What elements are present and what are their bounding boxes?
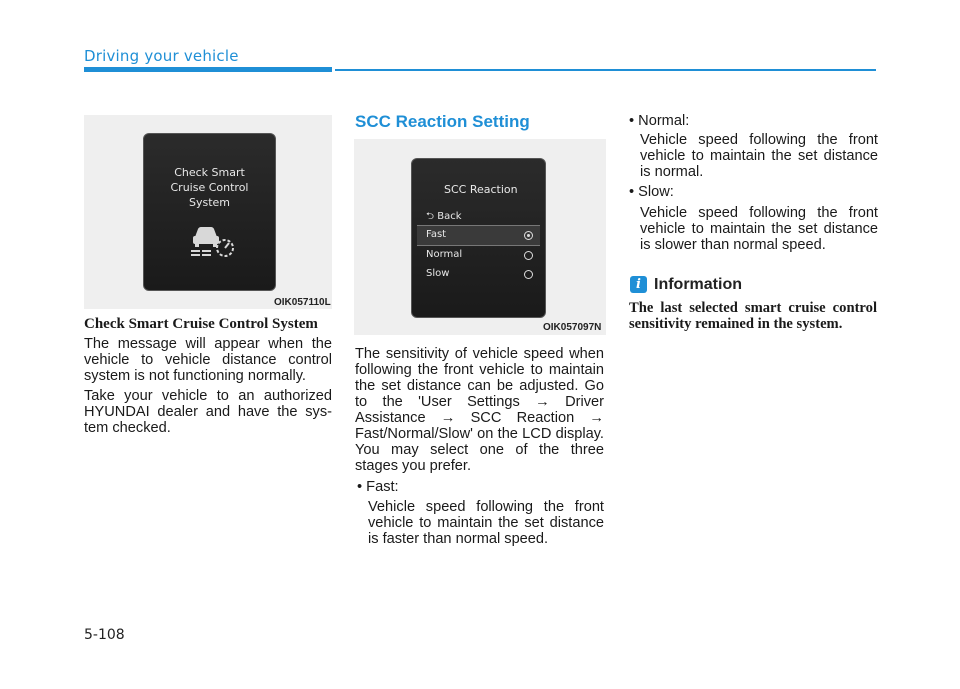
lcd-menu-title: SCC Reaction [444,183,518,196]
header-rule-thick [84,67,332,72]
section-title: Driving your vehicle [84,47,239,65]
bullet-slow-label: Slow: [638,184,674,200]
lcd-display-scc-menu [411,158,546,318]
figure-code-left: OIK057110L [274,297,331,308]
info-text: The last selected smart cruise control sensitivity remained in the system. [629,300,877,332]
lcd-option-label: Normal [426,249,463,260]
back-arrow-icon: ⮌ [426,211,435,222]
bullet-slow: • Slow: [629,184,674,200]
header-rule-thin [335,69,876,71]
bullet-fast: • Fast: [357,479,399,495]
radio-unselected [524,270,533,279]
normal-description: Vehicle speed following the front vehicle to maintain the set distance is normal. [640,132,878,180]
lcd-back-label: Back [437,211,462,222]
page-number: 5-108 [84,627,125,643]
info-icon: i [630,276,647,293]
heading-scc-reaction: SCC Reaction Setting [355,112,530,131]
lcd-option-normal [417,246,540,265]
figure-code-middle: OIK057097N [543,322,602,333]
lcd-option-label: Slow [426,268,450,279]
lcd-display-warning [143,133,276,291]
bullet-fast-label: Fast: [366,479,399,495]
fast-description: Vehicle speed following the front vehicle to maintain the set distance is faster than normal speed. [368,499,604,547]
radio-unselected [524,251,533,260]
lcd-option-fast [417,226,540,245]
paragraph-dealer: Take your vehicle to an authorized HYUNDAI dealer and have the sys-tem checked. [84,388,332,436]
paragraph-sensitivity: The sensitivity of vehicle speed when following the front vehicle to maintain the set distance can be adjusted. Go to the 'User Settings → Driver Assistance → SCC Reaction → Fast/Normal/Slow' on the LCD display. You may select one of the three stages you prefer. [355,346,604,474]
heading-check-scc: Check Smart Cruise Control System [84,316,318,332]
paragraph-message: The message will appear when the vehicle to vehicle distance control system is not functioning normally. [84,336,332,384]
lcd-warning-message: Check Smart Cruise Control System [170,166,249,209]
bullet-normal-label: Normal: [638,113,690,129]
radio-selected [524,231,533,240]
slow-description: Vehicle speed following the front vehicle to maintain the set distance is slower than normal speed. [640,205,878,253]
lcd-back-row [426,209,461,226]
bullet-normal: • Normal: [629,113,690,129]
info-title: Information [654,276,742,293]
lcd-option-label: Fast [426,229,447,240]
scc-warning-icon [189,223,235,257]
lcd-option-slow [417,265,540,284]
